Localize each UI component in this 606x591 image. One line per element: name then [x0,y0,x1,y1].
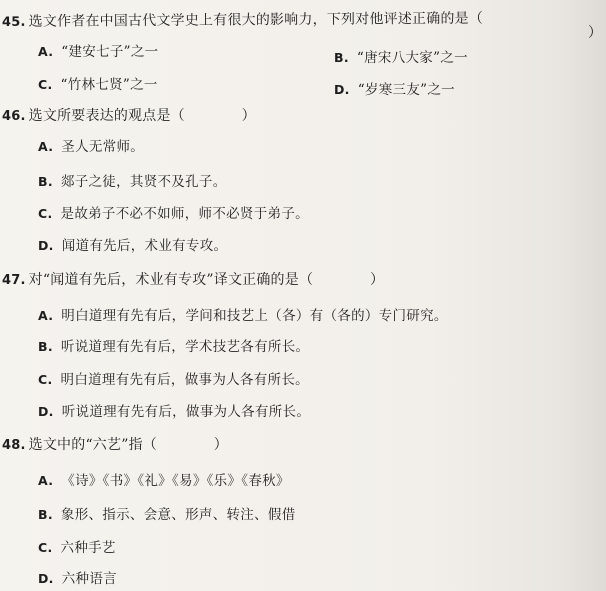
question-47-text: 对“闻道有先后，术业有专攻”译文正确的是（ ） [28,272,385,288]
question-46-option-d: D. 闻道有先后，术业有专攻。 [38,238,228,254]
question-47-stem [2,271,384,290]
question-48-option-b: B. 象形、指示、会意、形声、转注、假借 [38,507,296,523]
question-45-option-d: D. “岁寒三友”之一 [334,82,455,98]
question-46-stem [2,107,256,126]
question-48-stem [2,436,228,455]
question-47-option-b: B. 听说道理有先有后，学术技艺各有所长。 [38,339,310,355]
question-45-number: 45. [1,14,26,30]
question-46-option-b: B. 郯子之徒，其贤不及孔子。 [38,174,227,190]
question-45-option-b: B. “唐宋八大家”之一 [334,50,468,66]
question-48-option-d: D. 六种语言 [38,571,117,587]
question-47-option-c: C. 明白道理有先有后，做事为人各有所长。 [38,372,309,388]
question-47-number: 47. [2,273,26,288]
question-48-text: 选文中的“六艺”指（ ） [28,437,228,453]
question-46-option-a: A. 圣人无常师。 [38,139,145,155]
question-45-close-paren: ） [588,25,602,41]
question-45-text: 选文作者在中国古代文学史上有很大的影响力，下列对他评述正确的是（ [28,10,484,30]
question-46-text: 选文所要表达的观点是（ ） [28,108,256,124]
question-48-number: 48. [2,438,26,453]
question-46-option-c: C. 是故弟子不必不如师，师不必贤于弟子。 [38,206,309,222]
question-48-option-c: C. 六种手艺 [38,540,116,556]
question-47-option-d: D. 听说道理有先有后，做事为人各有所长。 [38,404,311,420]
question-48-option-a: A. 《诗》《书》《礼》《易》《乐》《春秋》 [38,473,290,489]
question-46-number: 46. [2,109,26,124]
question-45-option-a: A. “建安七子”之一 [38,44,159,60]
question-45-option-c: C. “竹林七贤”之一 [38,77,158,93]
question-47-option-a: A. 明白道理有先有后，学问和技艺上（各）有（各的）专门研究。 [38,308,448,324]
question-45-stem [2,10,483,32]
